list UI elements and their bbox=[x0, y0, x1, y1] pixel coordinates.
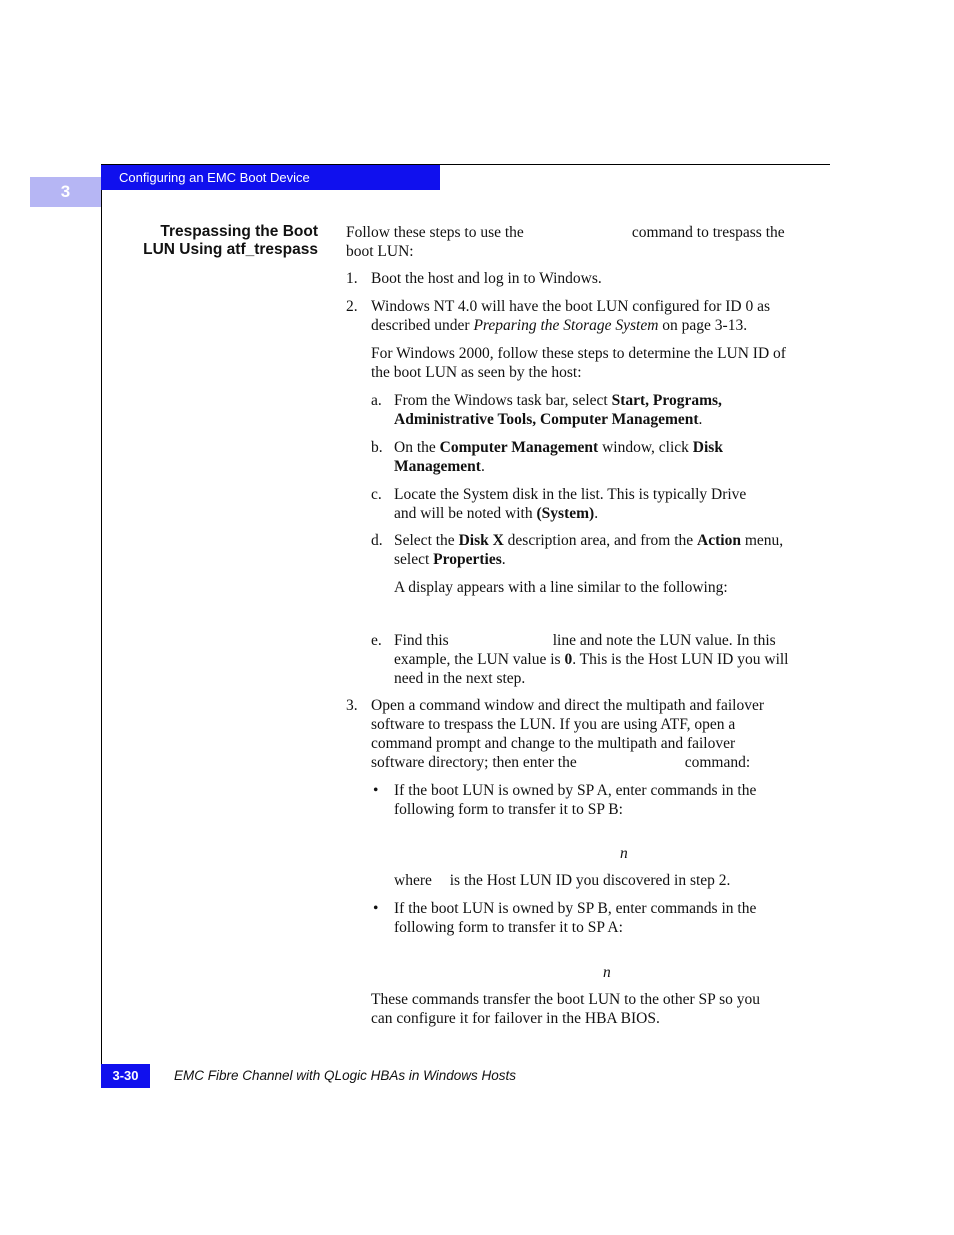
step-number: 3. bbox=[346, 697, 358, 714]
section-heading-line1: Trespassing the Boot bbox=[160, 223, 318, 240]
running-header: Configuring an EMC Boot Device bbox=[101, 165, 440, 190]
substep-letter: e. bbox=[371, 632, 382, 649]
where-explanation: where is the Host LUN ID you discovered in step 2. bbox=[394, 872, 731, 889]
section-heading bbox=[140, 223, 318, 259]
substep-a: From the Windows task bar, select Start, Programs, Administrative Tools, Computer Management. bbox=[394, 392, 722, 428]
closing-paragraph: These commands transfer the boot LUN to the other SP so you can configure it for failover in the HBA BIOS. bbox=[371, 991, 761, 1027]
intro-paragraph: Follow these steps to use the command to trespass the boot LUN: bbox=[346, 224, 785, 260]
left-margin-rule bbox=[101, 190, 102, 1087]
step-2: Windows NT 4.0 will have the boot LUN configured for ID 0 as described under Preparing the Storage System on page 3-13. bbox=[371, 298, 770, 334]
footer-book-title: EMC Fibre Channel with QLogic HBAs in Windows Hosts bbox=[174, 1068, 517, 1083]
page-number: 3-30 bbox=[101, 1064, 150, 1088]
section-heading-line2: LUN Using atf_trespass bbox=[143, 241, 318, 258]
display-description: A display appears with a line similar to the following: bbox=[394, 579, 728, 596]
substep-c: Locate the System disk in the list. This is typically Drive and will be noted with (System). bbox=[394, 486, 747, 522]
bullet-marker: • bbox=[373, 782, 379, 799]
substep-e: Find this line and note the LUN value. In this example, the LUN value is 0. This is the Host LUN ID you will need in the next step. bbox=[394, 632, 789, 687]
step-number: 2. bbox=[346, 298, 358, 315]
substep-letter: d. bbox=[371, 532, 383, 549]
step-1: Boot the host and log in to Windows. bbox=[371, 270, 602, 287]
substep-d: Select the Disk X description area, and from the Action menu, select Properties. bbox=[394, 532, 784, 568]
step-2-windows2000-paragraph: For Windows 2000, follow these steps to determine the LUN ID of the boot LUN as seen by the host: bbox=[371, 345, 786, 381]
step-3: Open a command window and direct the multipath and failover software to trespass the LUN. If you are using ATF, open a command prompt and change to the multipath and failover software directory; then enter the command: bbox=[371, 697, 764, 771]
command-variable: n bbox=[603, 964, 611, 981]
substep-letter: a. bbox=[371, 392, 382, 409]
bullet-sp-a: If the boot LUN is owned by SP A, enter commands in the following form to transfer it to SP B: bbox=[394, 782, 757, 818]
substep-letter: b. bbox=[371, 439, 383, 456]
substep-b: On the Computer Management window, click Disk Management. bbox=[394, 439, 723, 475]
substep-letter: c. bbox=[371, 486, 382, 503]
step-number: 1. bbox=[346, 270, 358, 287]
command-variable: n bbox=[620, 845, 628, 862]
chapter-number-tab: 3 bbox=[30, 177, 101, 207]
bullet-marker: • bbox=[373, 900, 379, 917]
bullet-sp-b: If the boot LUN is owned by SP B, enter commands in the following form to transfer it to SP A: bbox=[394, 900, 757, 936]
